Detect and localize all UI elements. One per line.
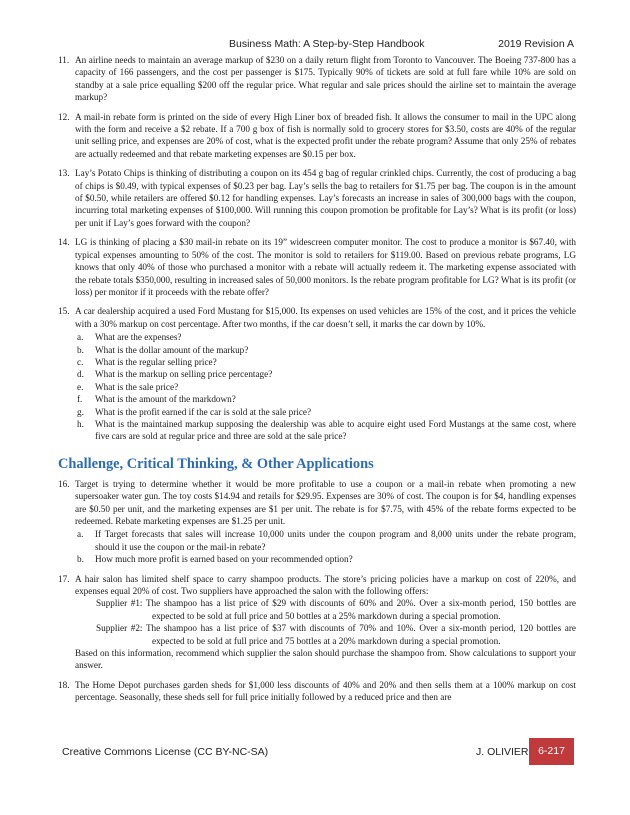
subquestion [75,553,576,565]
subquestion-letter: b. [77,554,84,565]
section-title: Challenge, Critical Thinking, & Other Applications [58,455,374,472]
subquestion-text: What is the amount of the markdown? [95,394,236,405]
problem-text: A car dealership acquired a used Ford Mustang for $15,000. Its expenses on used vehicles are 15% of the cost, and it prices the vehicle with a 30% markup on cost percentage. After two months, if the car doesn’t sell, it marks the car down by 10%. [75,306,576,329]
problem-number: 12. [58,111,70,122]
problem-16 [58,478,576,566]
problem-18 [58,679,576,704]
page-header [0,38,630,52]
problem-14 [58,236,576,298]
page-footer [0,738,630,766]
subquestion-letter: b. [77,344,84,355]
problem-11 [58,54,576,104]
subquestion-letter: g. [77,406,84,417]
subquestion-letter: c. [77,356,84,367]
problem-number: 13. [58,168,70,179]
subquestion [75,528,576,553]
subquestion-text: What is the regular selling price? [95,356,217,367]
subquestion-text: If Target forecasts that sales will increase 10,000 units under the coupon program and 8,000 units under the rebate program, should it use the coupon or the mail-in rebate? [95,529,576,552]
problem-text: A hair salon has limited shelf space to carry shampoo products. The store’s pricing policies have a markup on cost of 220%, and expenses equal 20% of cost. Two suppliers have approached the salon with the following offers: [75,573,576,597]
subquestion [75,406,576,418]
subquestion-text: What is the dollar amount of the markup? [95,344,249,355]
subquestion-text: How much more profit is earned based on your recommended option? [95,554,353,565]
problem-number: 14. [58,237,70,248]
problem-number: 16. [58,478,70,489]
license-text: Creative Commons License (CC BY-NC-SA) [62,746,269,758]
page-number-badge: 6-217 [529,738,574,765]
subquestion-letter: a. [77,529,84,540]
subquestion-list [75,331,576,443]
problem-number: 17. [58,573,70,584]
subquestion-list [75,528,576,565]
problem-text: The Home Depot purchases garden sheds for $1,000 less discounts of 40% and 20% and then sells them at a 100% markup on cost percentage. Seasonally, these sheds sell for full price initially followed by a reduced price and then are [75,679,576,703]
problem-15 [58,305,576,442]
subquestion-letter: e. [77,381,84,392]
supplier-offer-1: Supplier #1: The shampoo has a list price of $29 with discounts of 60% and 20%. Over a six-month period, 150 bottles are expected to be sold at full price and 50 bottles at a 25% markdown during a special promotion. [96,598,576,621]
subquestion-letter: h. [77,418,84,429]
subquestion-text: What is the profit earned if the car is sold at the sale price? [95,406,312,417]
subquestion [75,331,576,343]
subquestion-text: What is the maintained markup supposing the dealership was able to acquire eight used Ford Mustangs at the same cost, where five cars are sold at regular price and three are sold at the sale price? [95,418,576,442]
page-content [58,54,576,711]
subquestion-letter: a. [77,332,84,343]
problem-17 [58,573,576,672]
problem-12 [58,111,576,161]
problem-text: LG is thinking of placing a $30 mail-in rebate on its 19” widescreen computer monitor. The cost to produce a monitor is $67.40, with typical expenses amounting to 50% of the cost. The monitor is sold to retailers for $119.00. Based on previous rebate programs, LG knows that only 40% of those who purchased a monitor with a rebate will actually redeem it. The marketing expense associated with the rebate totals $350,000, resulting in increased sales of 50,000 monitors. Is the rebate program profitable for LG? What is its profit (or loss) per monitor if it proceeds with the rebate offer? [75,237,576,297]
subquestion-text: What is the markup on selling price percentage? [95,369,273,380]
book-title: Business Math: A Step-by-Step Handbook [229,38,425,50]
subquestion [75,344,576,356]
subquestion-text: What is the sale price? [95,381,179,392]
subquestion-text: What are the expenses? [95,332,182,343]
subquestion [75,381,576,393]
problem-number: 11. [58,55,70,65]
subquestion [75,356,576,368]
problem-text: An airline needs to maintain an average markup of $230 on a daily return flight from Toronto to Vancouver. The Boeing 737-800 has a capacity of 166 passengers, and the cost per passenger is $175. Typically 90% of tickets are sold at full fare while 10% are sold on standby at a sale price equalling $200 off the regular price. What regular and sale prices should the airline set to maintain the average markup? [75,55,576,103]
problem-number: 18. [58,679,70,690]
problem-text: Target is trying to determine whether it would be more profitable to use a coupon or a mail-in rebate when promoting a new supersoaker water gun. The toy costs $14.94 and retails for $29.95. Expenses are 30% of cost. The coupon is for $4, handling expenses are $0.50 per unit, and the marketing expenses are $1 per unit. The rebate is for $7.75, with 45% of the rebate forms expected to be redeemed. Rebate marketing expenses are $1.25 per unit. [75,478,576,526]
problem-text: Lay’s Potato Chips is thinking of distributing a coupon on its 454 g bag of regular crinkled chips. Currently, the cost of producing a bag of chips is $0.49, with typical expenses of $0.23 per bag. Lay’s sells the bag to retailers for $1.75 per bag. The coupon is in the amount of $0.50, while retailers are offered $0.12 for handling expenses. Lay’s forecasts an increase in sales of 300,000 bags with the coupon, incurring total marketing expenses of $100,000. Will running this coupon promotion be profitable for Lay’s? What is its profit (or loss) per unit if Lay’s goes forward with the coupon? [75,168,576,228]
subquestion [75,393,576,405]
subquestion-letter: d. [77,369,84,380]
supplier-offer-2: Supplier #2: The shampoo has a list price of $37 with discounts of 70% and 10%. Over a six-month period, 120 bottles are expected to be sold at full price and 75 bottles at a 20% markdown during a special promotion. [96,623,576,646]
problem-instruction: Based on this information, recommend which supplier the salon should purchase the shampoo from. Show calculations to support your answer. [75,648,576,671]
revision-label: 2019 Revision A [498,38,574,50]
subquestion [75,418,576,443]
subquestion-letter: f. [77,394,83,405]
problem-number: 15. [58,306,70,317]
author-name: J. OLIVIER [476,746,529,758]
problem-13 [58,167,576,229]
problem-text: A mail-in rebate form is printed on the side of every High Liner box of breaded fish. It allows the consumer to mail in the UPC along with the form and receive a $2 rebate. If a 700 g box of fish is normally sold to grocery stores for $3.50, costs are 40% of the regular unit selling price, and expenses are 20% of cost, what is the expected profit under the rebate program? Assume that only 25% of rebates are actually redeemed and that rebate marketing expenses are $0.15 per box. [75,111,576,159]
subquestion [75,368,576,380]
